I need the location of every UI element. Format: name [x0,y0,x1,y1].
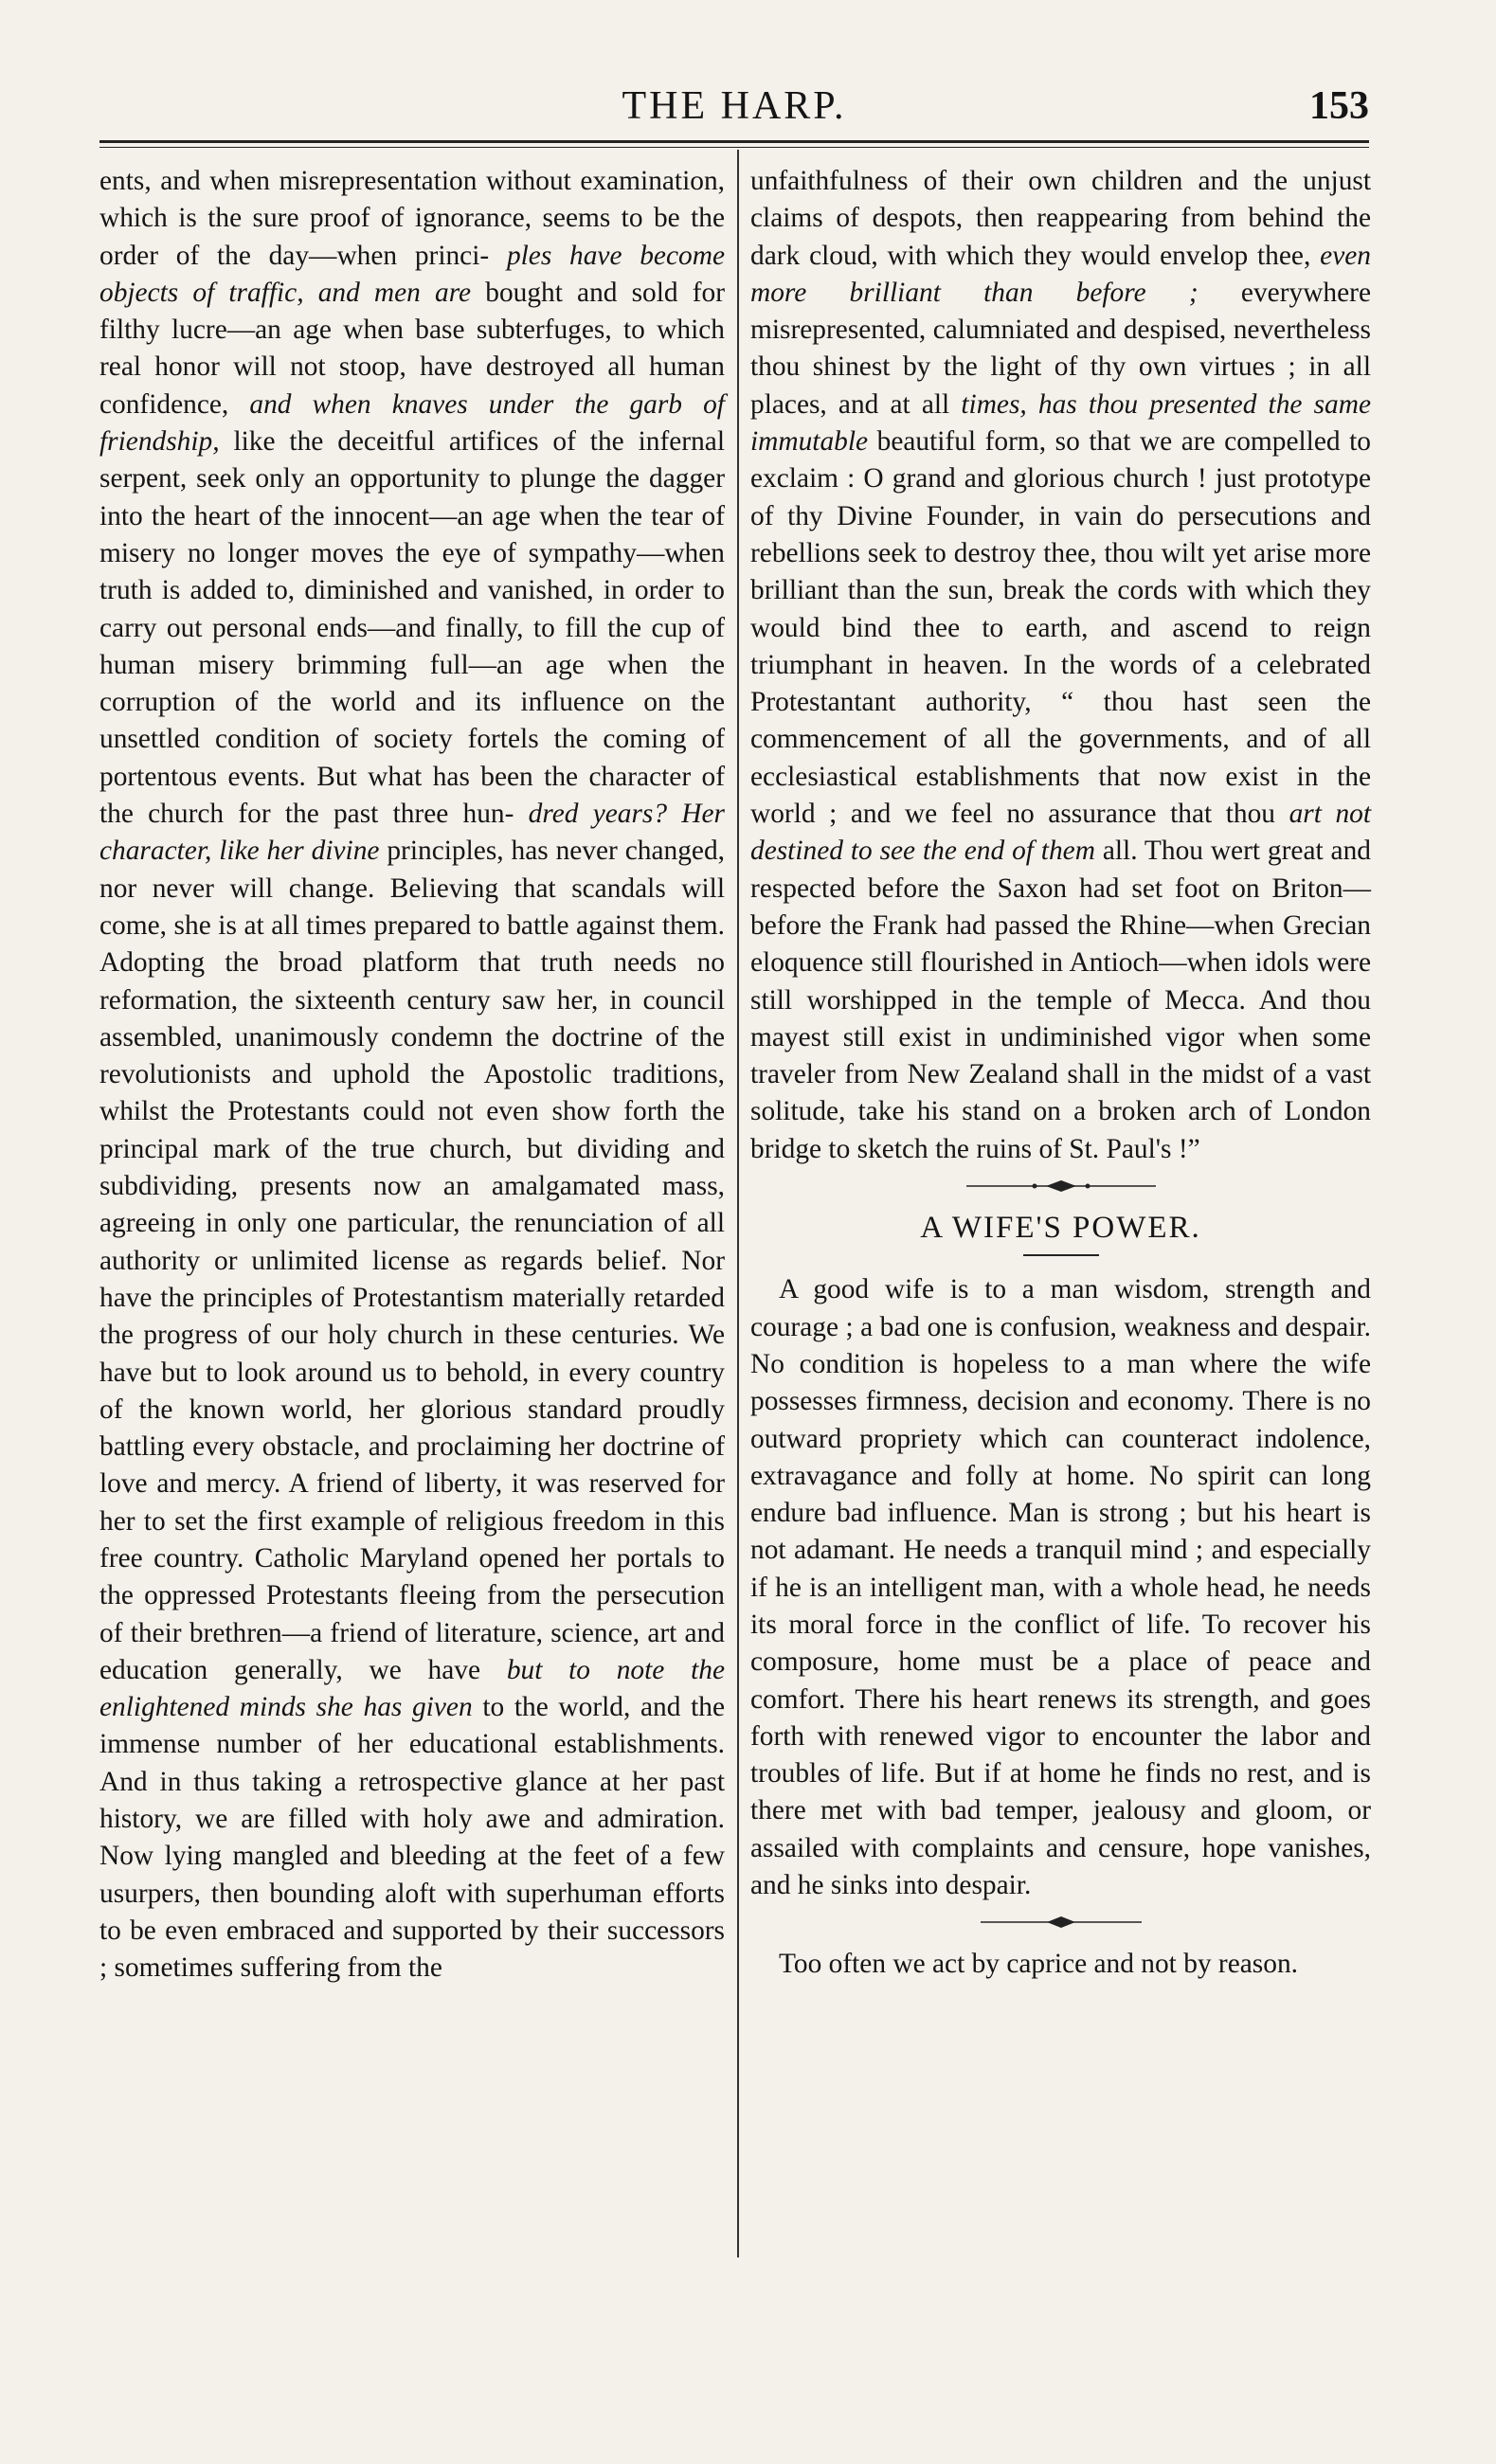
italic-run: even more brilliant than before ; [750,240,1371,308]
italic-run: ples have become objects of traffic, and men are [99,240,725,308]
right-column [750,163,1371,1984]
running-title: THE HARP. [622,84,847,128]
text-run: principles, has never changed, nor never will change. Believing that scandals will come, she is at all times prepared to battle against them. Adopting the broad platform that truth needs no reformation, the sixteenth century saw her, in council assembled, unanimously condemn the doctrine of the revolutionists and uphold the Apostolic traditions, whilst the Protestants could not even show forth the principal mark of the true church, but dividing and subdividing, presents now an amalgamated mass, agreeing in only one particular, the renunciation of all authority or unlimited license as regards belief. Nor have the principles of Protestantism materially retarded the progress of our holy church in these centuries. We have but to look around us to behold, in every country of the known world, her glorious standard proudly battling every obstacle, and proclaiming her doctrine of love and mercy. A friend of liberty, it was reserved for her to set the first example of religious freedom in this free country. Catholic Maryland opened her portals to the oppressed Protestants fleeing from the persecution of their brethren—a friend of literature, science, art and education generally, we have [99,836,725,1685]
text-run: beautiful form, so that we are compelled to exclaim : O grand and glorious church ! just prototype of thy Divine Founder, in vain do persecutions and rebellions seek to destroy thee, thou wilt yet arise more brilliant than the sun, break the cords with which they would bind thee to earth, and ascend to reign triumphant in heaven. In the words of a celebrated Protestantant authority, “ thou hast seen the commencement of all the governments, and of all ecclesiastical establishments that now exist in the world ; and we feel no assurance that thou [750,426,1371,830]
italic-run: and when knaves under the garb of friendship, [99,388,725,458]
page-header [99,83,1369,140]
column-divider [737,150,739,2257]
page-number: 153 [1309,84,1369,128]
ornament-divider [981,1915,1142,1929]
text-run: all. Thou wert great and respected before the Saxon had set foot on Briton—before the Frank had passed the Rhine—when Grecian eloquence still flourished in Antioch—when idols were still worshipped in the temple of Mecca. And thou mayest still exist in undiminished vigor when some traveler from New Zealand shall in the midst of a vast solitude, take his stand on a broken arch of London bridge to sketch the ruins of St. Paul's !” [750,836,1371,1164]
italic-run: dred years? Her character, like her divine [99,799,725,867]
left-column [99,163,725,1987]
header-rule-thin [99,147,1369,148]
left-paragraph [99,163,725,1987]
italic-run: but to note the enlightened minds she has given [99,1654,725,1723]
text-run: like the deceitful artifices of the infernal serpent, seek only an opportunity to plunge the dagger into the heart of the innocent—an age when the tear of misery no longer moves the eye of sympathy—when truth is added to, diminished and vanished, in order to carry out personal ends—and finally, to fill the cup of human misery brimming full—an age when the corruption of the world and its influence on the unsettled condition of society fortels the coming of portentous events. But what has been the character of the church for the past three hun- [99,426,725,830]
text-run: unfaithfulness of their own children and the unjust claims of despots, then reappearing from behind the dark cloud, with which they would envelop thee, [750,166,1371,271]
closing-paragraph: Too often we act by caprice and not by reason. [779,1949,1298,1980]
header-rule-thick [99,140,1369,143]
text-run: bought and sold for filthy lucre—an age when base subterfuges, to which real honor will not stoop, have destroyed all human confidence, [99,277,725,420]
section-title: A WIFE'S POWER. [920,1211,1201,1246]
ornament-divider [966,1179,1156,1193]
text-run: everywhere misrepresented, calumniated and despised, nevertheless thou shinest by the light of thy own virtues ; in all places, and at all [750,277,1371,420]
title-underline [1023,1252,1099,1258]
italic-run: art not destined to see the end of them [750,799,1372,867]
article-paragraph: A good wife is to a man wisdom, strength and courage ; a bad one is confusion, weakness and despair. No condition is hopeless to a man where the wife possesses firmness, decision and economy. There is no outward propriety which can counteract indolence, extravagance and folly at home. No spirit can long endure bad influence. Man is strong ; but his heart is not adamant. He needs a tranquil mind ; and especially if he is an intelligent man, with a whole head, he needs its moral force in the conflict of life. To recover his composure, home must be a place of peace and comfort. There his heart renews its strength, and goes forth with renewed vigor to encounter the labor and troubles of life. But if at home he finds no rest, and is there met with bad temper, jealousy and gloom, or assailed with complaints and censure, hope vanishes, and he sinks into despair. [750,1274,1371,1901]
text-run: ents, and when misrepresentation without examination, which is the sure proof of ignorance, seems to be the order of the day—when princi- [99,166,725,271]
italic-run: times, has thou presented the same immutable [750,388,1371,458]
right-paragraph [750,163,1371,1168]
text-run: to the world, and the immense number of her educational establishments. And in thus taking a retrospective glance at her past history, we are filled with holy awe and admiration. Now lying mangled and bleeding at the feet of a few usurpers, then bounding aloft with superhuman efforts to be even embraced and supported by their successors ; sometimes suffering from the [99,1692,725,1984]
